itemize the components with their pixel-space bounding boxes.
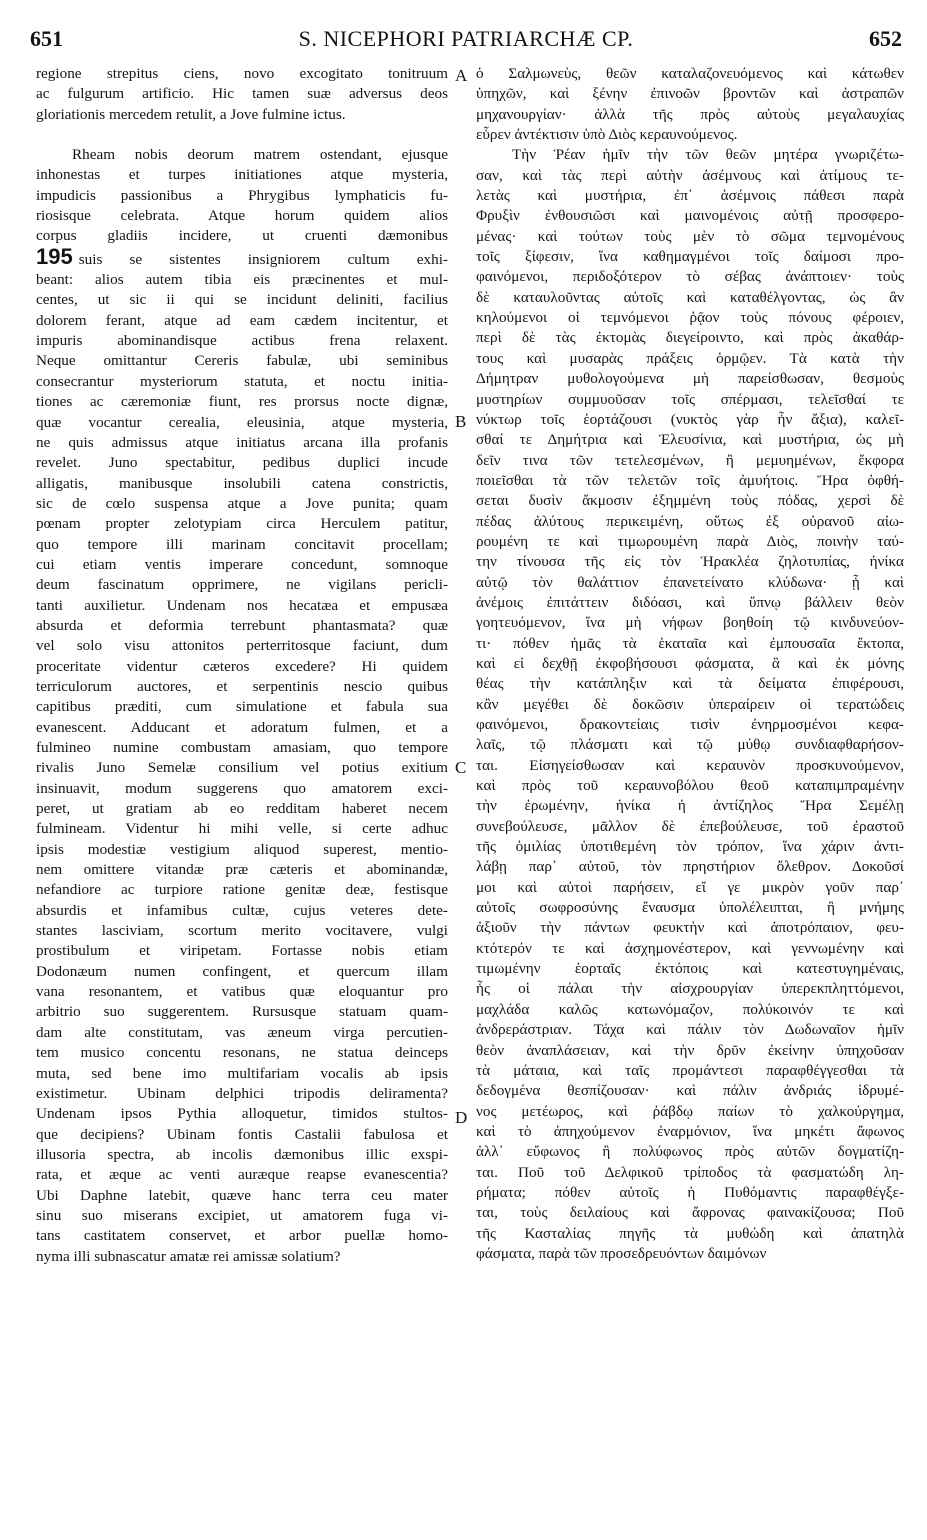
text-line — [476, 857, 904, 877]
text-line — [476, 247, 904, 267]
text-line — [36, 331, 448, 351]
line-text: centes, ut sic ii qui se incidunt deliniti, facilius — [36, 291, 448, 309]
line-text: μαχλάδα καλῶς κατωνόμαζον, πολύκοινόν τε καὶ — [476, 1000, 904, 1018]
text-line — [36, 860, 448, 880]
line-text: Dodonæum numen confingent, et quercum illam — [36, 962, 448, 980]
text-line — [36, 779, 448, 799]
line-text: terriculorum auctores, et serpentinis nescio quibus — [36, 677, 448, 695]
text-line — [476, 1122, 904, 1142]
text-line — [476, 145, 904, 165]
text-line — [476, 735, 904, 755]
line-text: τῆς Κασταλίας πηγῆς τὰ μυθώδη καὶ ἀπατηλὰ — [476, 1224, 904, 1242]
text-line — [476, 186, 904, 206]
text-line — [36, 840, 448, 860]
text-line — [36, 453, 448, 473]
margin-marker-d: D — [455, 1108, 468, 1127]
text-line — [36, 758, 448, 778]
margin-marker-b: B — [455, 412, 467, 431]
running-title: S. NICEPHORI PATRIARCHÆ CP. — [298, 26, 634, 51]
text-line — [476, 817, 904, 837]
text-line — [476, 512, 904, 532]
latin-column — [36, 64, 448, 1267]
text-line — [36, 165, 448, 185]
text-line — [476, 878, 904, 898]
text-line — [36, 1186, 448, 1206]
line-text: gloriationis mercedem retulit, a Jove fulmine ictus. — [36, 105, 346, 123]
text-line — [36, 1165, 448, 1185]
line-text: ἀλλ᾽ εὔφωνος ἢ πολύφωνος πρὸς αὐτῶν δογματίζη- — [476, 1143, 904, 1161]
text-line — [476, 267, 904, 287]
line-text: κηλούμενοι οἱ τεμνόμενοι ῥᾷον τοὺς πόνους φέροιεν, — [476, 309, 904, 327]
line-text: τὴν ἐρωμένην, ἡνίκα ἡ ἀντίζηλος Ἥρα Σεμέλῃ — [476, 797, 904, 815]
text-line — [476, 328, 904, 348]
line-text: quæ vocantur cerealia, eleusinia, atque mysteria, — [36, 413, 448, 431]
text-line — [476, 1244, 904, 1264]
line-text: Ubi Daphne latebit, quæve hanc terra ceu mater — [36, 1186, 448, 1204]
text-line — [36, 555, 448, 575]
line-text: ται. Εἰσηγείσθωσαν καὶ κεραυνὸν προσκυνούμενον, — [476, 756, 904, 774]
line-text: revelet. Juno spectabitur, pedibus duplici incude — [36, 454, 448, 472]
margin-marker-c: C — [455, 758, 467, 777]
line-text: impuris abominandisque actibus frena relaxent. — [36, 332, 448, 350]
text-line — [36, 819, 448, 839]
line-text: stantes lasciviam, scortum merito vocitavere, vulgi — [36, 922, 448, 940]
line-text: proceritate videntur cæteros excedere? Hi quidem — [36, 657, 448, 675]
line-text: σεται δυσὶν ἄκμοσιν ἐξημμένη τοὺς πόδας, χερσὶ δὲ — [476, 492, 904, 510]
line-text: τὰ μάταια, καὶ ταῖς προμάντεσι παραφθέγγεσθαι τὰ — [476, 1061, 904, 1079]
line-text: ται. Ποῦ τοῦ Δελφικοῦ τρίποδος τὰ φασματώδη λη- — [476, 1163, 904, 1181]
line-text: νύκτωρ τοῖς ἑορτάζουσι (νυκτὸς γὰρ ἦν ἄξια), καλεῖ- — [476, 410, 904, 428]
text-line — [476, 532, 904, 552]
line-text: καὶ τὸ ἀπηχούμενον ἐναρμόνιον, ἵνα μηκέτι ἄφωνος — [476, 1122, 904, 1140]
text-line — [36, 921, 448, 941]
line-text: inhonestas et turpes initiationes atque mysteria, — [36, 166, 448, 184]
text-line — [36, 1104, 448, 1124]
text-line — [36, 413, 448, 433]
line-text: εὗρεν ἀντέκτισιν ὑπὸ Διὸς κεραυνούμενος. — [476, 126, 738, 144]
line-text: nem omittere vitandæ præ cæteris et abominandæ, — [36, 861, 448, 879]
text-line — [36, 186, 448, 206]
line-text: ἧς οἱ πάλαι τὴν αἰσχρουργίαν ὑπερεκπληττόμενοι, — [476, 980, 904, 998]
text-line — [36, 1145, 448, 1165]
line-text: nyma illi subnascatur amatæ rei amissæ solatium? — [36, 1247, 341, 1265]
text-line — [36, 1125, 448, 1145]
text-line — [36, 226, 448, 246]
line-text: ne quis admissus atque initiatus arcana illa profanis — [36, 433, 448, 451]
text-line — [36, 636, 448, 656]
line-text: sic de cœlo suspensa atque a Jove punita; quam — [36, 494, 448, 512]
line-text: Τὴν Ῥέαν ἡμῖν τὴν τῶν θεῶν μητέρα γνωριζέτω- — [512, 146, 904, 164]
text-line — [476, 715, 904, 735]
line-text: absurdis et infamibus cultæ, cujus veteres dete- — [36, 901, 448, 919]
line-text: peret, ut gratiam ab eo redditam haberet necem — [36, 800, 448, 818]
text-line — [476, 898, 904, 918]
line-text: rata, et æque ac venti auræque reapse evanescentia? — [36, 1166, 448, 1184]
line-text: impudicis passionibus a Phrygibus lymphaticis fu- — [36, 186, 448, 204]
line-text: δὲ καταυλοῦντας αὐτοῖς καὶ καταθέλγοντας, ὡς ἂν — [476, 288, 904, 306]
line-text: ἀνδρεράστριαν. Τάχα καὶ πάλιν τὸν Δωδωναῖον ἡμῖν — [476, 1021, 904, 1039]
text-line — [36, 1002, 448, 1022]
text-line — [476, 349, 904, 369]
left-page-number: 651 — [30, 26, 63, 51]
line-text: sinu suo miserans excipiet, ut amatorem fuga vi- — [36, 1206, 448, 1224]
text-line — [476, 410, 904, 430]
line-text: ται, τοὺς δειλαίους καὶ ἄφρονας φαινακίζουσα; Ποῦ — [476, 1204, 904, 1222]
line-text: fulmineo numine combustam amasiam, quo tempore — [36, 739, 448, 756]
line-text: tanti auxilietur. Undenam nos hecatæa et empusæa — [36, 596, 448, 614]
line-text: θέας τὴν κατάπληξιν καὶ τὰ δείματα ἐπιφέρουσι, — [476, 675, 904, 693]
line-text: καὶ πρὸς τοῦ κεραυνοβόλου θεοῦ καταπιμπραμένην — [476, 777, 904, 795]
text-line — [476, 1224, 904, 1244]
text-line — [36, 1206, 448, 1226]
text-line — [36, 1084, 448, 1104]
line-text: φαινόμενοι, περιδοξότερον τὸ σέβας ἀνάπτοιεν· τοὺς — [476, 268, 904, 286]
line-text: tiones ac cæremoniæ fiunt, res prorsus nocte dignæ, — [36, 393, 448, 411]
text-line — [36, 1023, 448, 1043]
text-line — [36, 84, 448, 104]
text-line — [476, 674, 904, 694]
text-line — [476, 125, 904, 145]
line-text: tem musico concentu resonans, ne statua deinceps — [36, 1044, 448, 1062]
text-line — [476, 634, 904, 654]
text-line — [476, 451, 904, 471]
line-text: ποιεῖσθαι τὰ τῶν τελετῶν τοῖς ἀμυήτοις. Ἥρα ὀφθή- — [476, 471, 904, 489]
line-text: dolorem ferant, atque ad eam cædem incitentur, et — [36, 311, 448, 329]
line-text: θεὸν ἀναπλάσειαν, καὶ τὴν δρῦν ἐκείνην ὑπηχοῦσαν — [476, 1041, 904, 1059]
text-line — [476, 64, 904, 84]
line-text: riosisque celebrata. Atque horum quidem alios — [36, 207, 448, 225]
line-text: σαν, καὶ τὰς περὶ αὐτὴν ἀσέμνους καὶ ἀτίμους τε- — [476, 166, 904, 184]
line-text: regione strepitus ciens, novo excogitato tonitruum — [36, 65, 448, 82]
text-line — [476, 918, 904, 938]
text-line — [36, 514, 448, 534]
line-text: δεῖν τινα τῶν τετελεσμένων, ἢ μεμυημένων, ἔκφορα — [476, 451, 904, 469]
line-text: ὑπηχῶν, καὶ ξένην ἐπινοῶν βροντῶν καὶ ἀστραπῶν — [476, 85, 904, 103]
line-text: κτότερόν τε καὶ ἀσχημονέστερον, καὶ γεννωμένην καὶ — [476, 939, 904, 957]
line-text: vel solo visu attonitos perterritosque faciunt, dum — [36, 637, 448, 655]
text-line — [36, 901, 448, 921]
line-text: alligatis, manibusque insolubili catena constrictis, — [36, 474, 448, 492]
line-text: τους καὶ μυσαρὰς πράξεις ὁρμῷεν. Τὰ κατὰ τὴν — [476, 349, 904, 367]
text-line — [36, 697, 448, 717]
line-text: γοητευόμενον, ἵνα μὴ νήφων βοηθοίη τῷ κινδυνεύον- — [476, 614, 904, 632]
text-line — [476, 959, 904, 979]
text-line — [476, 796, 904, 816]
line-text: περὶ δὲ τὰς ἐκτομὰς διεγείροιντο, καὶ πρὸς ἀκαθάρ- — [476, 329, 904, 347]
text-line — [36, 105, 448, 125]
text-line — [476, 1041, 904, 1061]
text-line — [36, 575, 448, 595]
line-text: evanescent. Adducant et adoratum fulmen, et a — [36, 718, 448, 736]
text-line — [476, 206, 904, 226]
text-line — [36, 247, 448, 270]
line-text: δεδογμένα θεσπίζουσαν· καὶ πάλιν ἀνδριάς ἱδρυμέ- — [476, 1082, 904, 1100]
text-line — [36, 677, 448, 697]
line-text: Rheam nobis deorum matrem ostendant, ejusque — [72, 146, 448, 164]
line-text: ρήματα; πόθεν αὐτοῖς ἡ Πυθόμαντις παραφθέγξε- — [476, 1183, 904, 1201]
text-line — [36, 270, 448, 290]
text-line — [36, 474, 448, 494]
line-text: Φρυξὶν ἐνθουσιῶσι καὶ μαινομένοις αὐτῇ προσφερο- — [476, 207, 904, 225]
line-text: μηχανουργίαν· ἀλλὰ τῆς πρὸς αὐτοὺς μεγαλαυχίας — [476, 105, 904, 123]
column-number: 195 — [36, 246, 73, 269]
text-line — [36, 616, 448, 636]
text-line — [476, 756, 904, 776]
line-text: beant: alios autem tibia eis præcinentes et mul- — [36, 271, 448, 289]
line-text: τι· πόθεν ἡμᾶς τὰ ἑκαταῖα καὶ ἐμπουσαῖα ἔκτοπα, — [476, 634, 904, 652]
line-text: corpus gladiis incidere, ut cruenti dæmonibus — [36, 227, 448, 245]
line-text: illusoria spectra, ab incolis dæmonibus illic exspi- — [36, 1145, 448, 1163]
line-text: insinuavit, modum suggerens quo amatorem exci- — [36, 779, 448, 797]
line-text: vana resonantem, et vatibus quæ eloquantur pro — [36, 983, 448, 1001]
line-text: ipsis modestiæ vestigium aliquod superest, mentio- — [36, 840, 448, 858]
paragraph-gap — [36, 125, 448, 145]
line-text: ρουμένη τε καὶ τιμωρουμένη παρὰ Διὸς, ποινὴν ταύ- — [476, 532, 904, 550]
text-line — [36, 494, 448, 514]
text-line — [36, 206, 448, 226]
line-text: τοῖς ξίφεσιν, ἵνα καθημαγμένοι τοῖς δαίμοσι προ- — [476, 248, 904, 266]
text-line — [476, 1183, 904, 1203]
line-text: ac fulgurum artificio. Hic tamen suæ adversus deos — [36, 85, 448, 103]
text-line — [476, 1081, 904, 1101]
text-line — [476, 939, 904, 959]
line-text: rivalis Juno Semelæ consilium vel potius exitium — [36, 759, 448, 777]
text-line — [476, 695, 904, 715]
text-line — [476, 105, 904, 125]
line-text: καὶ εἰ δεχθῇ ἐκφοβήσουσι φάσματα, ἃ καὶ ἐκ μόνης — [476, 654, 904, 672]
line-text: νος μετέωρος, καὶ ῥάβδῳ παίων τὸ χαλκούργημα, — [476, 1102, 904, 1120]
text-line — [36, 433, 448, 453]
text-line — [36, 1043, 448, 1063]
line-text: μυστηρίων συμμυοῦσαν τοῖς σπέρμασι, τελεῖσθαί τε — [476, 390, 904, 408]
text-line — [476, 1020, 904, 1040]
line-text: quo tempore illi marinam concitavit procellam; — [36, 535, 448, 553]
text-line — [36, 880, 448, 900]
text-line — [476, 1061, 904, 1081]
line-text: μοι καὶ αὐτοὶ παρήσειν, εἴ γε μικρὸν γοῦν παρ᾽ — [476, 878, 904, 896]
text-line — [476, 1203, 904, 1223]
text-line — [476, 837, 904, 857]
text-line — [36, 351, 448, 371]
text-line — [36, 596, 448, 616]
line-text: tans castitatem conservet, et arbor puellæ homo- — [36, 1227, 448, 1245]
right-page-number: 652 — [869, 26, 902, 51]
line-text: κἂν μεγέθει δὲ δοκῶσιν ὑπεραίρειν οἱ τερατώδεις — [476, 695, 904, 713]
line-text: πέδας ἀλύτους περικειμένη, οὕτως ἐξ οὐρανοῦ αἰω- — [476, 512, 904, 530]
line-text: λαῖς, τῷ πλάσματι καὶ τῷ μύθῳ συνδιαφθαρήσον- — [476, 736, 904, 754]
margin-marker-a: A — [455, 66, 468, 85]
line-text: λετὰς καὶ μυστήρια, ἐπ᾽ ἀσέμνοις πάθεσι παρὰ — [476, 187, 904, 205]
line-text: φάσματα, παρὰ τῶν προσεδρευόντων δαιμόνων — [476, 1244, 767, 1262]
text-line — [36, 311, 448, 331]
text-line — [36, 1064, 448, 1084]
text-line — [36, 290, 448, 310]
line-text: αὐτοῖς σωφροσύνης ἔναυσμα ὑπολέλειπται, ἢ μνήμης — [476, 899, 904, 917]
line-text: Δήμητραν μυθολογούμενα μὴ παρείσθωσαν, θεσμοὺς — [476, 370, 904, 388]
line-text: prostibulum et viripetam. Fortasse nobis etiam — [36, 942, 448, 960]
text-line — [36, 64, 448, 84]
text-line — [36, 718, 448, 738]
text-line — [36, 657, 448, 677]
text-line — [36, 982, 448, 1002]
line-text: capitibus præditi, cum simulatione et fabula sua — [36, 698, 448, 716]
line-text: que decipiens? Ubinam fontis Castalii fabulosa et — [36, 1125, 448, 1143]
text-line — [476, 776, 904, 796]
text-line — [36, 535, 448, 555]
line-text: pœnam propter zelotypiam circa Herculem patitur, — [36, 515, 448, 533]
line-text: nefandiore ac turpiore ratione genitæ deæ, festisque — [36, 881, 448, 899]
line-text: την τίνουσα τῆς εἰς τὸν Ἡρακλέα ζηλοτυπίας, ἡνίκα — [476, 553, 904, 571]
line-text: Neque omittantur Cereris fabulæ, ubi seminibus — [36, 352, 448, 370]
text-line — [476, 573, 904, 593]
text-line — [36, 738, 448, 758]
line-text: μένας· καὶ τούτων τοὺς μὲν τὸ σῶμα τεμνομένους — [476, 227, 904, 245]
text-line — [476, 430, 904, 450]
line-text: τῆς ὁμιλίας ὑποτιθεμένη τὸν τρόπον, ἵνα χάριν ἀντι- — [476, 838, 904, 856]
line-text: arbitrio suo suggerentem. Rursusque statuam quam- — [36, 1003, 448, 1021]
text-line — [476, 613, 904, 633]
text-line — [476, 390, 904, 410]
line-text: σθαί τε Δημήτρια καὶ Ἐλευσίνια, καὶ μυστήρια, ὡς μὴ — [476, 431, 904, 449]
text-line — [476, 1163, 904, 1183]
text-line — [476, 654, 904, 674]
line-text: deum fascinatum opprimere, ne vigilans pericli- — [36, 576, 448, 594]
text-line — [476, 979, 904, 999]
text-line — [476, 491, 904, 511]
text-line — [36, 941, 448, 961]
line-text: συνεβούλευσε, μᾶλλον δὲ ἐπεβούλευσε, τοῦ ἐραστοῦ — [476, 817, 904, 835]
line-text: existimetur. Ubinam delphici tripodis deliramenta? — [36, 1084, 448, 1102]
text-line — [476, 369, 904, 389]
text-line — [476, 552, 904, 572]
line-text: αὐτῷ τὸν θαλάττιον ἐπανετείνατο κλύδωνα· ᾗ καὶ — [476, 573, 904, 591]
line-text: λάβῃ παρ᾽ αὐτοῦ, τὸν πρηστήριον ὄλεθρον. Δοκοῦσί — [476, 858, 904, 876]
text-line — [36, 1226, 448, 1246]
text-line — [36, 799, 448, 819]
page-header — [30, 26, 902, 60]
line-text: fulmineam. Videntur hi mihi velle, si certe adhuc — [36, 820, 448, 838]
text-line — [476, 308, 904, 328]
text-line — [36, 145, 448, 165]
line-text: muta, sed bene imo multifariam vocalis ab ipsis — [36, 1064, 448, 1082]
text-line — [36, 1247, 448, 1267]
text-line — [476, 1142, 904, 1162]
line-text: Undenam ipsos Pythia alloquetur, timidos stultos- — [36, 1105, 448, 1123]
line-text: τιμωμένην ἑορταῖς ἐκτόποις καὶ κατεστυγημέναις, — [476, 960, 904, 978]
text-line — [476, 288, 904, 308]
line-text: φαινόμενοι, δρακοντείαις τισὶν ἐνηρμοσμένοι κεφα- — [476, 716, 904, 733]
line-text: dam alte constitutam, vas æneum virga percutien- — [36, 1023, 448, 1041]
text-line — [476, 227, 904, 247]
text-line — [476, 593, 904, 613]
line-text: suis se sistentes insigniorem cultum exhi- — [78, 250, 448, 268]
text-line — [36, 962, 448, 982]
text-line — [36, 372, 448, 392]
line-text: ὁ Σαλμωνεὺς, θεῶν καταλαζονευόμενος καὶ κάτωθεν — [476, 65, 904, 82]
line-text: ἀνέμοις ἐπιτάττειν διδόασι, καὶ ὕπνῳ βάλλειν θεὸν — [476, 593, 904, 611]
text-line — [36, 392, 448, 412]
line-text: ἀξιοῦν τὴν πάντων φευκτὴν καὶ ἀποτρόπαιον, φευ- — [476, 919, 904, 937]
text-line — [476, 471, 904, 491]
text-line — [476, 84, 904, 104]
text-line — [476, 166, 904, 186]
text-line — [476, 1000, 904, 1020]
text-line — [476, 1102, 904, 1122]
greek-column — [476, 64, 904, 1264]
line-text: absurda et deformia terrebunt phantasmata? quæ — [36, 616, 448, 634]
line-text: consecrantur mysteriorum statuta, et noctu initia- — [36, 372, 448, 390]
line-text: cui etiam ventis imperare concedunt, somnoque — [36, 555, 448, 573]
